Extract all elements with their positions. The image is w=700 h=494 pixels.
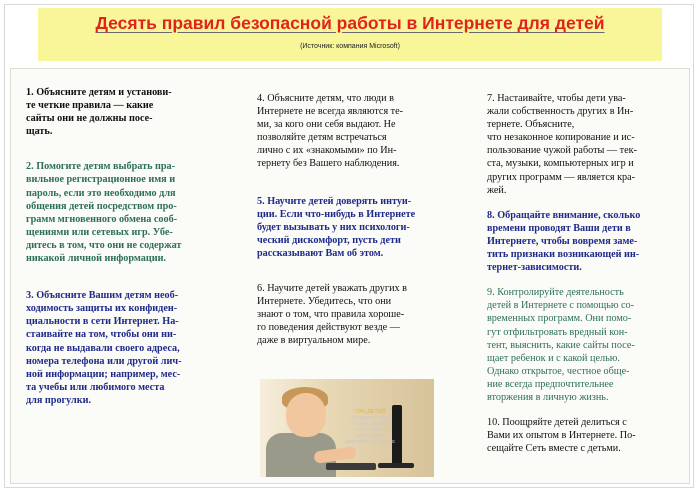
column-3	[487, 92, 673, 467]
rule-line: 4. Объясните детям, что люди в	[257, 93, 394, 104]
rule-line: щениями или сетевых игр. Убе-	[26, 226, 173, 238]
rule-line: пользование чужой работы — тек-	[487, 145, 637, 157]
column-1	[26, 86, 216, 419]
rule-line: ние всегда предпочтительнее	[487, 378, 614, 390]
rule-line: циальности в сети Интернет. На-	[26, 316, 179, 328]
rule-line: 7. Настаивайте, чтобы дети ува-	[487, 93, 626, 104]
child-at-computer-image	[260, 379, 434, 477]
rule-line: тернет-зависимости.	[487, 262, 582, 274]
rule-line: сайты они не должны посе-	[26, 113, 153, 125]
rule-line: тернете. Объясните,	[487, 119, 575, 131]
rule-line: дитесь в том, что они не содержат	[26, 239, 182, 251]
keyboard	[326, 463, 376, 470]
rule-line: вильное регистрационное имя и	[26, 174, 176, 186]
rule-line: Интернете, чтобы вовремя заме-	[487, 235, 638, 247]
rule-line: рассказывают Вам об этом.	[257, 247, 384, 259]
rule-10	[487, 416, 673, 455]
rule-line: когда не выдавали своего адреса,	[26, 342, 180, 354]
rule-line: знают о том, что правила хороше-	[257, 309, 405, 321]
rule-line: го поведения действуют везде —	[257, 322, 400, 334]
rule-line: ходимость защиты их конфиден-	[26, 303, 178, 315]
rule-line: 8. Обращайте внимание, сколько	[487, 209, 641, 221]
rule-line: Однако открытое, честное обще-	[487, 365, 630, 377]
image-caption-line: ДОМАШНЕЕ ЗАДАНИЕ	[344, 439, 396, 444]
rule-line: жали собственность других в Ин-	[487, 106, 634, 118]
rule-1	[26, 86, 216, 138]
rule-line: номера телефона или другой лич-	[26, 355, 182, 367]
image-caption-percent: 70% ДЕТЕЙ	[354, 409, 386, 415]
rule-line: Интернете. Убедитесь, что они	[257, 296, 392, 308]
rule-2	[26, 160, 216, 265]
page-title: Десять правил безопасной работы в Интернете для детей	[95, 13, 605, 33]
rule-line: 3. Объясните Вашим детям необ-	[26, 290, 179, 302]
rule-line: ции. Если что-нибудь в Интернете	[257, 208, 416, 220]
image-caption-line: СТАЛКИВАЮТСЯ	[351, 415, 389, 420]
rule-line: ми, за кого они себя выдают. Не	[257, 119, 396, 131]
image-caption-line: С ОПАСНЫМИ САЙТАМИ,	[353, 421, 387, 432]
title-banner	[38, 8, 662, 61]
rule-line: даже в виртуальном мире.	[257, 335, 371, 347]
rule-line: других программ — является кра-	[487, 171, 636, 183]
rule-7	[487, 92, 673, 197]
rule-line: вторжения в личную жизнь.	[487, 391, 609, 403]
rule-line: ной информации; например, мес-	[26, 368, 181, 380]
rule-5	[257, 195, 443, 260]
rule-line: 5. Научите детей доверять интуи-	[257, 195, 412, 207]
image-caption	[342, 409, 398, 445]
rule-line: стаивайте на том, чтобы они ни-	[26, 329, 177, 341]
rule-line: Интернете не всегда являются те-	[257, 106, 404, 118]
rule-3	[26, 289, 216, 407]
rule-6	[257, 282, 443, 347]
rule-line: тить признаки возникающей ин-	[487, 249, 640, 261]
rule-line: 6. Научите детей уважать других в	[257, 283, 407, 295]
rule-line: грамм мгновенного обмена сооб-	[26, 213, 178, 225]
rule-line: что незаконное копирование и ис-	[487, 132, 635, 144]
rule-8	[487, 209, 673, 274]
rule-9	[487, 286, 673, 404]
rule-line: тернету без Вашего наблюдения.	[257, 158, 400, 170]
image-caption-line: ВЫПОЛНЯЯ	[356, 433, 384, 438]
rule-line: сещайте Сеть вместе с детьми.	[487, 443, 621, 455]
rule-line: ста, музыки, компьютерных игр и	[487, 158, 634, 170]
rule-line: та учебы или любимого места	[26, 381, 165, 393]
rule-line: общения детей посредством про-	[26, 200, 177, 212]
monitor-stand	[378, 463, 414, 468]
rule-line: времени проводят Ваши дети в	[487, 222, 631, 234]
rule-line: щать.	[26, 126, 53, 138]
rule-line: жей.	[487, 184, 507, 196]
rule-line: Вами их опытом в Интернете. По-	[487, 430, 636, 442]
rule-line: те четкие правила — какие	[26, 100, 154, 112]
rule-line: лично с их «знакомыми» по Ин-	[257, 145, 397, 157]
rule-line: временных программ. Они помо-	[487, 313, 632, 325]
rule-line: пароль, если это необходимо для	[26, 187, 176, 199]
rule-line: 10. Поощряйте детей делиться с	[487, 417, 627, 429]
rule-line: ческий дискомфорт, пусть дети	[257, 234, 401, 246]
rule-line: 1. Объясните детям и установи-	[26, 87, 172, 98]
rule-line: гут отфильтровать вредный кон-	[487, 326, 628, 338]
rule-line: тент, выяснить, какие сайты посе-	[487, 339, 635, 351]
rule-line: никакой личной информации.	[26, 253, 167, 265]
rule-line: будет вызывать у них психологи-	[257, 221, 410, 233]
rule-line: детей в Интернете с помощью со-	[487, 300, 635, 312]
rule-line: щает ребенок и с какой целью.	[487, 352, 620, 364]
boy-face	[286, 393, 326, 437]
rule-line: 2. Помогите детям выбрать пра-	[26, 161, 176, 173]
rule-line: для прогулки.	[26, 394, 92, 406]
rule-line: 9. Контролируйте деятельность	[487, 287, 624, 299]
column-2	[257, 92, 443, 360]
source-note: (Источник: компания Microsoft)	[300, 43, 400, 50]
rule-4	[257, 92, 443, 171]
rule-line: позволяйте детям встречаться	[257, 132, 387, 144]
